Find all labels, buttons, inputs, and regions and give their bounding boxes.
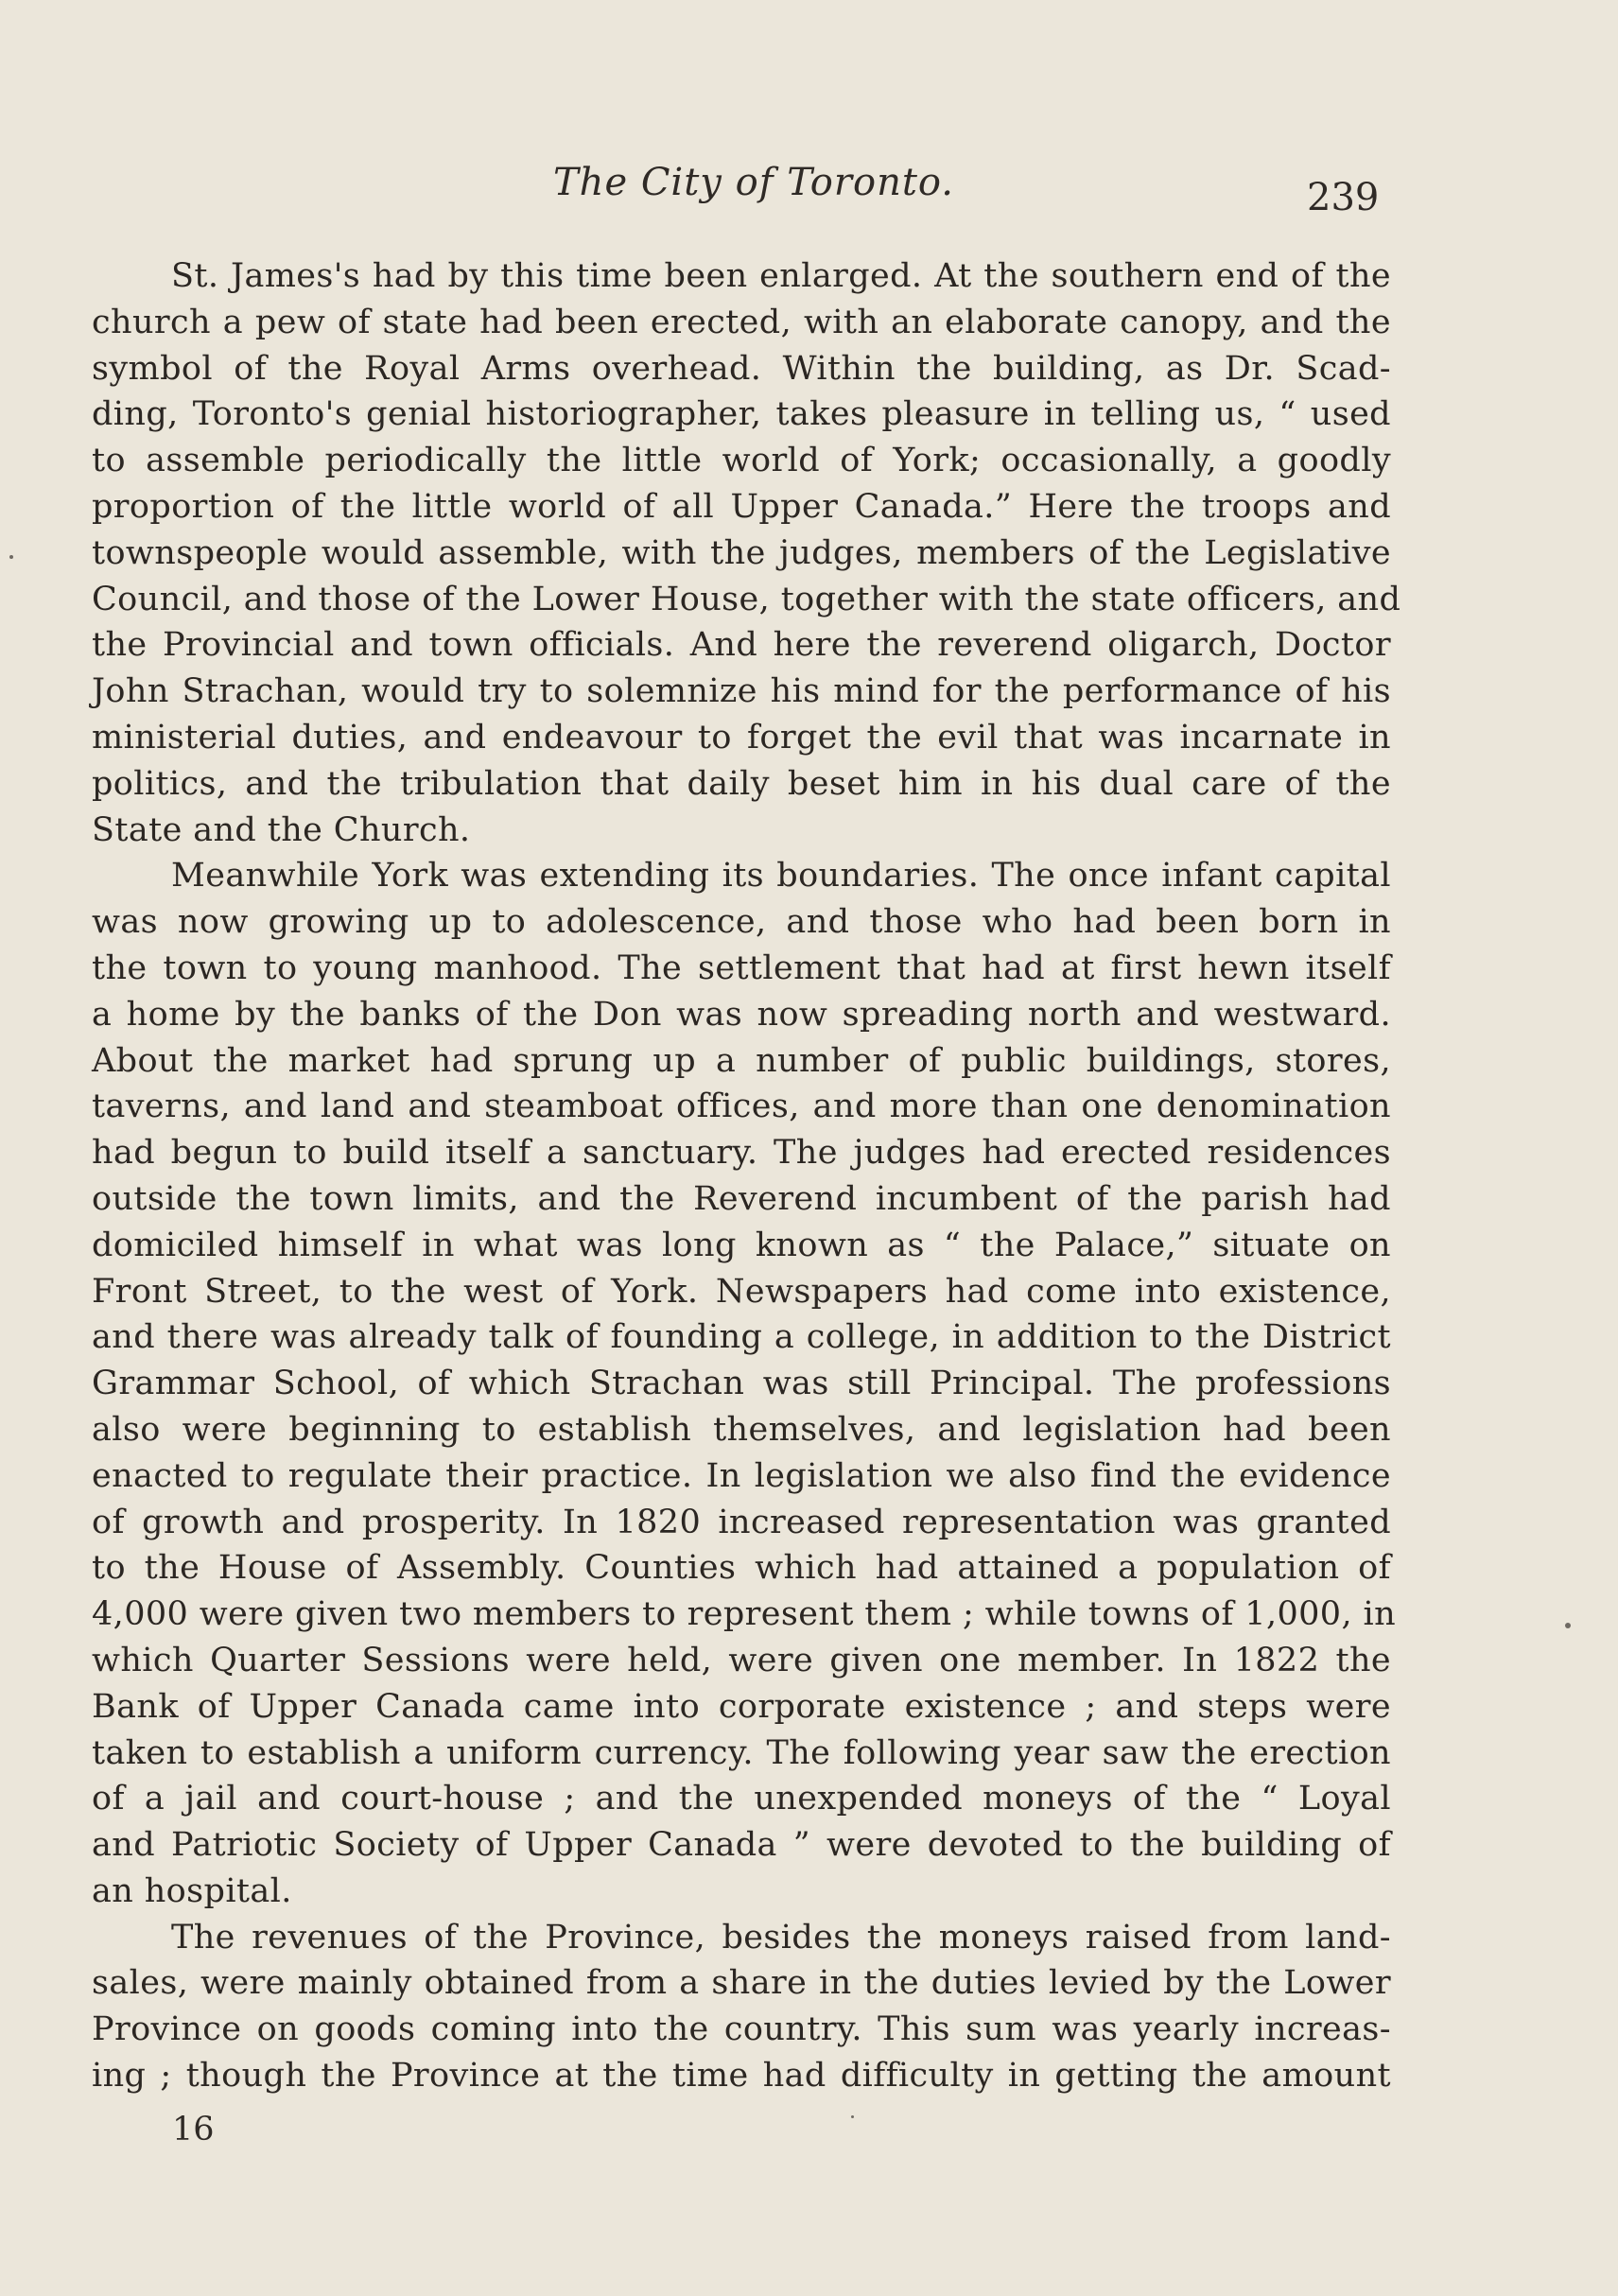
text-line: ing ; though the Province at the time had difficulty in getting the amount (92, 2057, 1391, 2096)
page-number: 239 (1307, 176, 1380, 219)
text-line: an hospital. (92, 1871, 292, 1910)
text-line: John Strachan, would try to solemnize his mind for the performance of his (92, 672, 1391, 711)
text-line: the town to young manhood. The settlement that had at first hewn itself (92, 948, 1391, 987)
running-head (0, 161, 1618, 217)
text-line: also were beginning to establish themselves, and legislation had been (92, 1410, 1391, 1449)
body-text (92, 253, 1401, 2099)
text-line: 4,000 were given two members to represent them ; while towns of 1,000, in (92, 1595, 1397, 1634)
text-line: domiciled himself in what was long known as “ the Palace,” situate on (92, 1226, 1391, 1264)
text-line: which Quarter Sessions were held, were given one member. In 1822 the (92, 1641, 1391, 1679)
text-line: Meanwhile York was extending its boundaries. The once infant capital (171, 857, 1391, 896)
text-line: outside the town limits, and the Reverend incumbent of the parish had (92, 1179, 1391, 1218)
text-line: proportion of the little world of all Upper Canada.” Here the troops and (92, 487, 1391, 526)
text-line: symbol of the Royal Arms overhead. Within the building, as Dr. Scad- (92, 349, 1391, 388)
text-line: to the House of Assembly. Counties which had attained a population of (92, 1549, 1391, 1588)
text-line: Council, and those of the Lower House, together with the state officers, and (92, 580, 1401, 618)
text-line: townspeople would assemble, with the judges, members of the Legislative (92, 533, 1391, 572)
text-line: and Patriotic Society of Upper Canada ” were devoted to the building of (92, 1826, 1391, 1865)
text-line: politics, and the tribulation that daily beset him in his dual care of the (92, 764, 1391, 803)
text-line: ding, Toronto's genial historiographer, takes pleasure in telling us, “ used (92, 395, 1391, 434)
text-line: the Provincial and town officials. And here the reverend oligarch, Doctor (92, 626, 1391, 665)
text-line: of growth and prosperity. In 1820 increased representation was granted (92, 1503, 1391, 1541)
text-line: St. James's had by this time been enlarged. At the southern end of the (171, 257, 1391, 295)
signature-mark: 16 (172, 2111, 215, 2148)
text-line: The revenues of the Province, besides the moneys raised from land- (171, 1918, 1391, 1957)
text-line: and there was already talk of founding a college, in addition to the District (92, 1318, 1391, 1357)
text-line: ministerial duties, and endeavour to forget the evil that was incarnate in (92, 718, 1391, 757)
text-line: About the market had sprung up a number of public buildings, stores, (92, 1041, 1391, 1080)
text-line: to assemble periodically the little world of York; occasionally, a goodly (92, 442, 1391, 480)
text-line: State and the Church. (92, 810, 471, 849)
paper-speck (1565, 1623, 1571, 1628)
paper-speck (851, 2115, 854, 2118)
text-line: sales, were mainly obtained from a share in the duties levied by the Lower (92, 1964, 1391, 2003)
text-line: had begun to build itself a sanctuary. The judges had erected residences (92, 1134, 1391, 1173)
running-title: The City of Toronto. (553, 161, 955, 204)
text-line: was now growing up to adolescence, and those who had been born in (92, 903, 1391, 942)
text-line: Province on goods coming into the country. This sum was yearly increas- (92, 2010, 1391, 2049)
text-line: a home by the banks of the Don was now spreading north and westward. (92, 995, 1391, 1034)
text-line: taken to establish a uniform currency. The following year saw the erection (92, 1733, 1391, 1772)
text-line: taverns, and land and steamboat offices, and more than one denomination (92, 1087, 1391, 1126)
text-line: enacted to regulate their practice. In legislation we also find the evidence (92, 1456, 1391, 1495)
text-line: Front Street, to the west of York. Newspapers had come into existence, (92, 1272, 1391, 1311)
paper-speck (9, 555, 13, 559)
text-line: of a jail and court-house ; and the unexpended moneys of the “ Loyal (92, 1780, 1391, 1818)
text-line: Bank of Upper Canada came into corporate existence ; and steps were (92, 1687, 1391, 1726)
text-line: church a pew of state had been erected, with an elaborate canopy, and the (92, 303, 1391, 341)
text-line: Grammar School, of which Strachan was still Principal. The professions (92, 1365, 1391, 1403)
